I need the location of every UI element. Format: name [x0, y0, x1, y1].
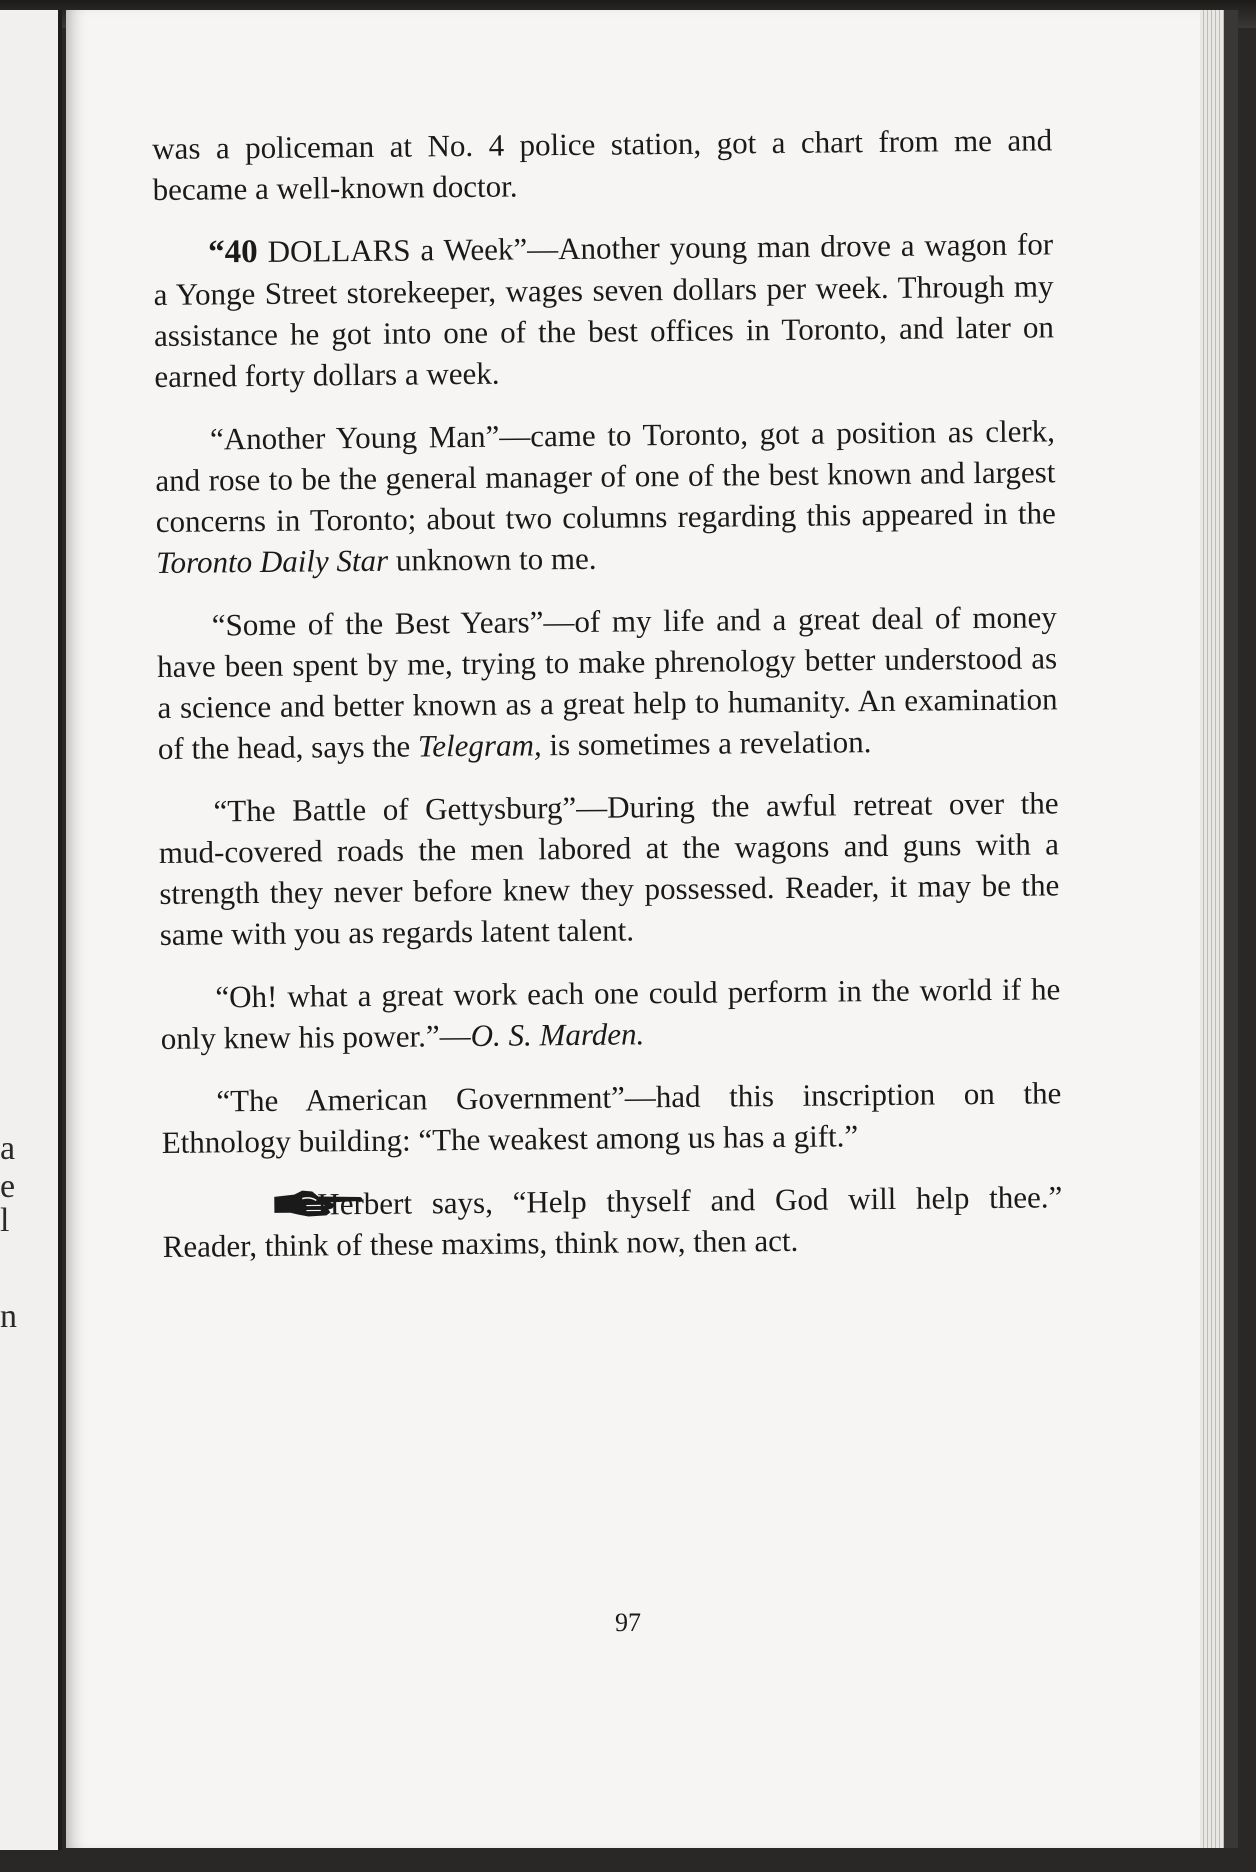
newspaper-title: Telegram, [417, 727, 542, 764]
paragraph-text: —During the awful retreat over the mud-covered roads the men labored at the wagons and guns with a strength they never before knew they possessed. Reader, it may be the same with you as regards latent talent. [158, 785, 1060, 952]
paragraph-herbert [162, 1176, 1063, 1267]
paragraph-text: is sometimes a revelation. [541, 724, 872, 763]
pointing-hand-icon [217, 1188, 309, 1219]
paragraph-text: unknown to me. [387, 540, 597, 578]
paragraph-text: —Another young man drove a wagon for a Yonge Street storekeeper, wages seven dollars per week. Through my assistance he got into one of the best offices in Toronto, and later on earned forty dollars a week. [153, 226, 1055, 394]
quote-attribution: O. S. Marden. [470, 1016, 645, 1053]
paragraph-text: was a policeman at No. 4 police station, got a chart from me and became a well-known doctor. [152, 122, 1053, 207]
paragraph-lead: “Another Young Man” [209, 418, 500, 457]
paragraph-text: —came to Toronto, got a position as clerk, and rose to be the general manager of one of the best known and largest concerns in Toronto; about two columns regarding this appeared in the [155, 413, 1056, 539]
page-number: 97 [615, 1608, 641, 1637]
paragraph-text: “Oh! what a great work each one could perform in the world if he only knew his power.”— [160, 971, 1061, 1056]
page-gutter [58, 10, 62, 1850]
paragraph-american-government [161, 1072, 1062, 1163]
facing-page-edge [0, 10, 62, 1850]
paragraph-lead: “The American Government” [216, 1079, 625, 1119]
facing-page-fragment: l [0, 1202, 10, 1239]
page-stack-edge [1200, 10, 1238, 1848]
paragraph-another-young-man [155, 410, 1057, 583]
paragraph-text: —had this inscription on the Ethnology building: “The weakest among us has a gift.” [161, 1075, 1062, 1160]
paragraph-marden-quote [160, 968, 1061, 1059]
page-body-text [152, 119, 1063, 1289]
paragraph-gettysburg [158, 782, 1060, 955]
cover-edge [1224, 10, 1238, 1848]
paragraph-lead: “Some of the Best Years” [211, 604, 544, 643]
paragraph-text: —of my life and a great deal of money have been spent by me, trying to make phrenology better understood as a science and better known as a great help to humanity. An examination of the head, says the [157, 599, 1058, 766]
newspaper-title: Toronto Daily Star [156, 542, 389, 580]
paragraph-forty-dollars [153, 223, 1055, 397]
paragraph-best-years [157, 596, 1059, 769]
paragraph-lead-number: “40 [208, 233, 258, 271]
paragraph-lead: DOLLARS a Week” [257, 231, 528, 269]
facing-page-fragment: n [0, 1298, 17, 1335]
paragraph-continuation [152, 119, 1053, 210]
paragraph-text: Herbert says, “Help thyself and God will help thee.” Reader, think of these maxims, think now, then act. [162, 1179, 1063, 1264]
facing-page-fragment: a [0, 1130, 16, 1167]
facing-page-fragment: e [0, 1168, 16, 1205]
paragraph-lead: “The Battle of Gettysburg” [213, 789, 577, 829]
